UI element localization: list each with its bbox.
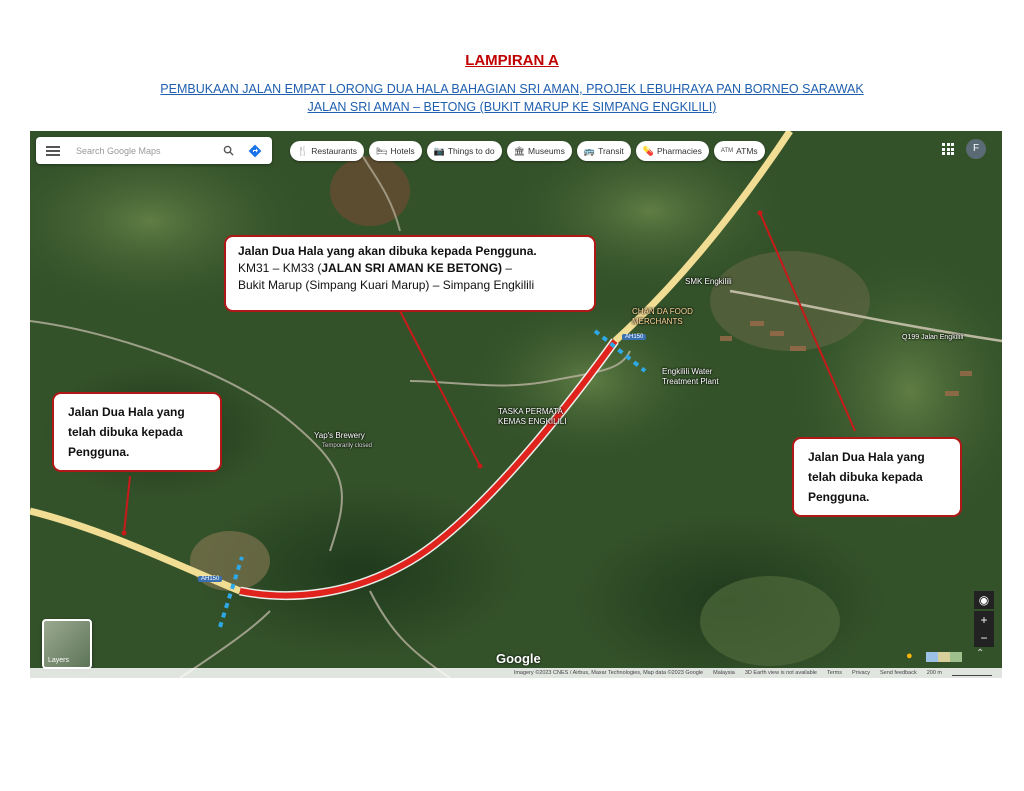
document-subtitle-line1: PEMBUKAAN JALAN EMPAT LORONG DUA HALA BAHAGIAN SRI AMAN, PROJEK LEBUHRAYA PAN BORNEO SARAWAK bbox=[160, 82, 864, 96]
label-taska-permata[interactable]: TASKA PERMATA KEMAS ENGKILILI bbox=[498, 407, 567, 426]
chip-label: Things to do bbox=[447, 146, 495, 156]
avatar[interactable]: F bbox=[966, 139, 986, 159]
chip-label: Pharmacies bbox=[656, 146, 702, 156]
google-logo: Google bbox=[496, 651, 541, 666]
imagery-thumbnails[interactable] bbox=[926, 652, 962, 662]
search-input[interactable]: Search Google Maps bbox=[76, 145, 161, 156]
menu-icon[interactable] bbox=[46, 144, 60, 158]
pegman-icon[interactable]: ● bbox=[906, 650, 913, 662]
attribution-bar bbox=[30, 668, 1002, 678]
callout-main-km: KM31 – KM33 ( bbox=[238, 261, 322, 275]
label-smk-engkilili[interactable]: SMK Engkilili bbox=[685, 277, 732, 286]
highway-shield: AH150 bbox=[198, 576, 222, 582]
chip-label: Transit bbox=[598, 146, 624, 156]
attribution-text: Imagery ©2023 CNES / Airbus, Maxar Technologies, Map data ©2023 Google bbox=[513, 670, 704, 676]
compass-icon[interactable]: ◉ bbox=[974, 591, 994, 609]
restaurant-icon: 🍴 bbox=[297, 145, 309, 156]
callout-opened-road-left: Jalan Dua Hala yang telah dibuka kepada Pengguna. bbox=[52, 392, 222, 472]
chip-label: Museums bbox=[528, 146, 565, 156]
chip-label: Restaurants bbox=[311, 146, 358, 156]
chip-label: ATMs bbox=[736, 146, 758, 156]
callout-main-route: JALAN SRI AMAN KE BETONG) bbox=[321, 261, 503, 275]
callout-opened-road-right: Jalan Dua Hala yang telah dibuka kepada Pengguna. bbox=[792, 437, 962, 517]
chip-pharmacies[interactable] bbox=[636, 141, 709, 161]
chip-label: Hotels bbox=[390, 146, 415, 156]
directions-icon[interactable] bbox=[248, 144, 262, 158]
chip-hotels[interactable] bbox=[369, 141, 422, 161]
label-road-q199: Q199 Jalan Engkilili bbox=[902, 334, 964, 341]
chip-restaurants[interactable] bbox=[290, 141, 364, 161]
callout-new-road bbox=[224, 235, 596, 312]
zoom-in-button[interactable]: + bbox=[974, 611, 994, 629]
apps-grid-icon[interactable] bbox=[942, 143, 954, 155]
chip-atms[interactable] bbox=[714, 141, 765, 161]
footer-link[interactable]: Privacy bbox=[851, 670, 870, 676]
layers-button[interactable] bbox=[42, 619, 92, 669]
label-water-treatment[interactable]: Engkilili Water Treatment Plant bbox=[662, 367, 719, 386]
callout-main-line1: Jalan Dua Hala yang akan dibuka kepada Pengguna. bbox=[238, 244, 537, 258]
search-icon[interactable] bbox=[223, 145, 234, 156]
document-title: LAMPIRAN A bbox=[465, 52, 559, 69]
search-box[interactable] bbox=[36, 137, 272, 164]
layers-label: Layers bbox=[48, 657, 70, 664]
footer-link[interactable]: Send feedback bbox=[880, 670, 917, 676]
chip-things-to-do[interactable] bbox=[427, 141, 502, 161]
highway-shield: AH150 bbox=[622, 334, 646, 340]
zoom-out-button[interactable]: − bbox=[974, 629, 994, 647]
callout-main-dash: – bbox=[502, 261, 513, 275]
category-chips bbox=[290, 141, 765, 161]
scale-bar bbox=[952, 671, 992, 676]
document-subtitle-line2: JALAN SRI AMAN – BETONG (BUKIT MARUP KE SIMPANG ENGKILILI) bbox=[307, 100, 717, 114]
footer-link[interactable]: Malaysia bbox=[713, 670, 735, 676]
chevron-up-icon[interactable]: ⌃ bbox=[976, 648, 985, 659]
callout-main-line3: Bukit Marup (Simpang Kuari Marup) – Simpang Engkilili bbox=[238, 278, 535, 292]
chip-transit[interactable] bbox=[577, 141, 631, 161]
chip-museums[interactable] bbox=[507, 141, 572, 161]
transit-icon: 🚌 bbox=[583, 145, 596, 156]
hotel-icon: 🛏 bbox=[376, 145, 388, 156]
label-chan-da-food[interactable]: CHAN DA FOOD MERCHANTS bbox=[632, 307, 693, 326]
pharmacy-icon: 💊 bbox=[642, 145, 654, 156]
label-yaps-brewery[interactable]: Yap's Brewery bbox=[314, 431, 365, 440]
museum-icon: 🏛 bbox=[513, 145, 526, 156]
camera-icon: 📷 bbox=[433, 145, 445, 156]
footer-link[interactable]: Terms bbox=[826, 670, 842, 676]
footer-link[interactable]: 3D Earth view is not available bbox=[744, 670, 817, 676]
scale-label: 200 m bbox=[926, 670, 942, 676]
atm-icon: ATM bbox=[720, 148, 734, 154]
label-yaps-status: Temporarily closed bbox=[322, 443, 373, 449]
